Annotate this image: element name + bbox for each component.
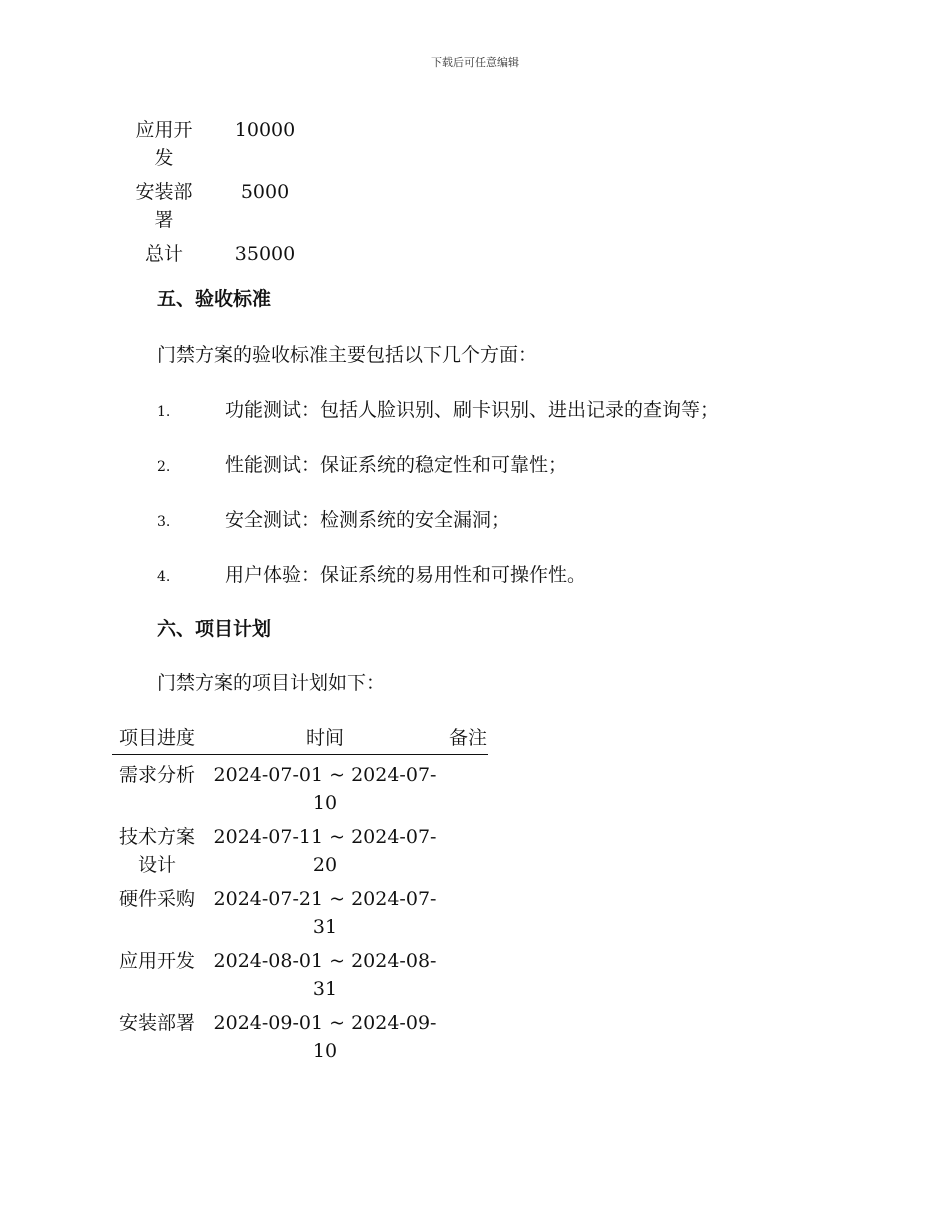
stage-cell: 安装部署	[118, 1012, 195, 1034]
column-header-note: 备注	[448, 724, 488, 755]
note-cell	[448, 823, 488, 885]
cost-row	[128, 178, 330, 240]
list-text: 安全测试：检测系统的安全漏洞；	[225, 509, 511, 531]
cost-table	[128, 116, 330, 274]
list-number: 3.	[157, 514, 171, 530]
note-cell	[448, 885, 488, 947]
stage-cell: 硬件采购	[118, 888, 195, 910]
time-cell: 2024-09-01 ~ 2024-09-10	[213, 1012, 437, 1062]
stage-cell: 需求分析	[118, 764, 195, 786]
cost-amount: 35000	[234, 243, 296, 265]
table-header-row	[112, 724, 488, 755]
table-row	[112, 823, 488, 885]
list-text: 性能测试：保证系统的稳定性和可靠性；	[225, 454, 568, 476]
table-row	[112, 947, 488, 1009]
plan-intro: 门禁方案的项目计划如下：	[157, 672, 386, 694]
cost-item: 安装部署	[135, 181, 193, 231]
time-cell: 2024-07-01 ~ 2024-07-10	[213, 764, 437, 814]
section-heading-plan: 六、项目计划	[157, 618, 272, 640]
time-cell: 2024-07-11 ~ 2024-07-20	[213, 826, 437, 876]
stage-cell: 应用开发	[118, 950, 195, 972]
column-header-stage: 项目进度	[112, 724, 202, 755]
cost-row	[128, 116, 330, 178]
note-cell	[448, 947, 488, 1009]
list-text: 用户体验：保证系统的易用性和可操作性。	[225, 564, 587, 586]
table-row	[112, 885, 488, 947]
table-row	[112, 755, 488, 824]
table-row	[112, 1009, 488, 1071]
list-item	[157, 450, 567, 477]
list-number: 2.	[157, 459, 171, 475]
note-cell	[448, 755, 488, 824]
list-text: 功能测试：包括人脸识别、刷卡识别、进出记录的查询等；	[225, 399, 720, 421]
column-header-time: 时间	[202, 724, 448, 755]
cost-row	[128, 240, 330, 274]
page-header-note: 下载后可任意编辑	[431, 56, 519, 69]
section-heading-acceptance: 五、验收标准	[157, 288, 272, 310]
list-number: 1.	[157, 404, 171, 420]
cost-item: 总计	[144, 243, 183, 265]
list-item	[157, 395, 719, 422]
list-item	[157, 505, 510, 532]
stage-cell: 技术方案设计	[118, 826, 195, 876]
time-cell: 2024-07-21 ~ 2024-07-31	[213, 888, 437, 938]
cost-amount: 10000	[234, 119, 296, 141]
cost-item: 应用开发	[135, 119, 193, 169]
list-number: 4.	[157, 569, 171, 585]
cost-amount: 5000	[240, 181, 290, 203]
list-item	[157, 560, 586, 587]
acceptance-intro: 门禁方案的验收标准主要包括以下几个方面：	[157, 344, 538, 366]
note-cell	[448, 1009, 488, 1071]
time-cell: 2024-08-01 ~ 2024-08-31	[213, 950, 437, 1000]
project-plan-table	[112, 724, 488, 1071]
